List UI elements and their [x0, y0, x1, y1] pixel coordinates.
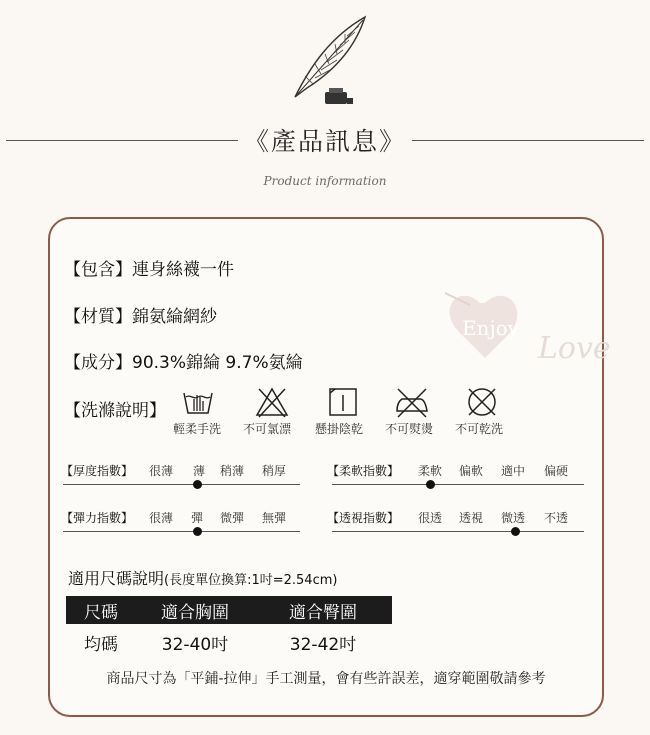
hand-wash-icon — [180, 385, 216, 419]
measurement-note: 商品尺寸為「平鋪-拉伸」手工測量，會有些許誤差，適穿範圍敬請參考 — [106, 671, 546, 687]
softness-title: 【柔軟指數】 — [327, 464, 400, 478]
page-subtitle: Product information — [263, 174, 387, 188]
elasticity-opt-2: 彈 — [191, 511, 204, 525]
size-cell-bust: 32-40吋 — [161, 634, 229, 655]
page-title: 《產品訊息》 — [238, 122, 412, 158]
composition-label: 【成分】 — [64, 353, 132, 373]
svg-text:Love: Love — [538, 331, 611, 366]
material-value: 錦氨綸網紗 — [132, 307, 217, 327]
size-heading-note: (長度單位換算:1吋=2.54cm) — [164, 573, 338, 588]
contents-row — [64, 255, 234, 280]
material-label: 【材質】 — [64, 307, 132, 327]
thickness-opt-3: 稍薄 — [220, 464, 245, 478]
care-label-no-dry-clean: 不可乾洗 — [455, 422, 504, 436]
care-label-hand-wash: 輕柔手洗 — [173, 422, 222, 436]
softness-indicator — [426, 480, 435, 489]
size-col-hip: 適合臀圍 — [289, 602, 357, 623]
elasticity-title: 【彈力指數】 — [61, 511, 134, 525]
wash-label: 【洗滌說明】 — [64, 401, 166, 421]
size-table-header — [66, 596, 392, 624]
elasticity-opt-1: 很薄 — [149, 511, 174, 525]
thickness-indicator — [193, 480, 202, 489]
transparency-opt-2: 透視 — [459, 511, 484, 525]
softness-scale-line — [332, 484, 584, 485]
softness-opt-4: 偏硬 — [544, 464, 569, 478]
transparency-indicator — [511, 527, 520, 536]
contents-value: 連身絲襪一件 — [132, 260, 234, 280]
softness-opt-3: 適中 — [501, 464, 526, 478]
elasticity-indicator — [193, 527, 202, 536]
thickness-title: 【厚度指數】 — [61, 464, 134, 478]
transparency-opt-3: 微透 — [501, 511, 526, 525]
care-label-no-bleach: 不可氯漂 — [243, 422, 292, 436]
no-bleach-icon — [254, 385, 290, 419]
enjoy-love-watermark — [440, 283, 611, 373]
transparency-opt-4: 不透 — [544, 511, 569, 525]
elasticity-scale-line — [63, 531, 300, 532]
material-row — [64, 302, 217, 327]
feather-quill-icon — [285, 12, 370, 107]
transparency-title: 【透視指數】 — [327, 511, 400, 525]
header-title-wrap — [0, 122, 650, 158]
size-cell-hip: 32-42吋 — [289, 634, 357, 655]
size-heading-text: 適用尺碼說明 — [68, 569, 165, 588]
transparency-scale-line — [332, 531, 584, 532]
thickness-opt-1: 很薄 — [149, 464, 174, 478]
watermark-text: Enjoy — [462, 316, 520, 340]
transparency-opt-1: 很透 — [418, 511, 443, 525]
softness-opt-2: 偏軟 — [459, 464, 484, 478]
care-label-no-iron: 不可熨燙 — [385, 422, 434, 436]
composition-value: 90.3%錦綸 9.7%氨綸 — [132, 353, 303, 373]
no-iron-icon — [394, 385, 430, 419]
thickness-opt-4: 稍厚 — [262, 464, 287, 478]
thickness-opt-2: 薄 — [193, 464, 206, 478]
size-cell-size: 均碼 — [84, 634, 118, 655]
wash-row — [64, 396, 166, 421]
no-dry-clean-icon — [464, 385, 500, 419]
table-row — [66, 624, 392, 660]
contents-label: 【包含】 — [64, 260, 132, 280]
size-col-bust: 適合胸圍 — [161, 602, 229, 623]
hang-dry-shade-icon — [325, 385, 361, 419]
elasticity-opt-4: 無彈 — [262, 511, 287, 525]
size-table — [66, 596, 392, 660]
softness-opt-1: 柔軟 — [418, 464, 443, 478]
composition-row — [64, 348, 303, 373]
size-heading — [68, 566, 337, 589]
elasticity-opt-3: 微彈 — [220, 511, 245, 525]
thickness-scale-line — [63, 484, 300, 485]
care-label-hang-dry: 懸掛陰乾 — [315, 422, 364, 436]
size-col-size: 尺碼 — [84, 602, 118, 623]
